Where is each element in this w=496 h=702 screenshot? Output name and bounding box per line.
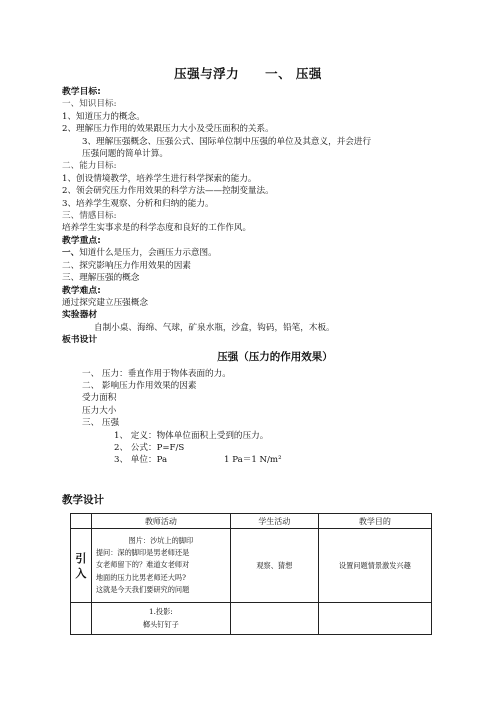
row-student-activity: 观察、猜想 <box>230 529 318 603</box>
board-title: 压强（压力的作用效果） <box>217 350 333 363</box>
lesson-plan-table <box>70 513 432 635</box>
key-points-heading: 教学重点: <box>62 235 101 246</box>
page-title <box>0 64 496 82</box>
equipment-list: 自制小桌、海绵、气球，矿泉水瓶，沙盒，钩码，铅笔，木板。 <box>94 322 335 333</box>
row-teacher-activity <box>91 529 230 603</box>
title-main: 压强与浮力 <box>174 66 240 81</box>
table-row <box>71 529 432 603</box>
table-row <box>71 603 432 635</box>
header-blank <box>71 514 92 529</box>
row-stage-label-empty <box>71 603 92 635</box>
emotion-heading: 三、情感目标: <box>62 211 117 222</box>
row-purpose-empty <box>318 603 431 635</box>
board-item-8 <box>62 454 462 466</box>
ability-item-2: 2、领会研究压力作用效果的科学方法——控制变量法。 <box>62 186 274 197</box>
key-point-1-prefix: 一、 <box>62 248 80 259</box>
ability-item-1: 1、创设情境教学，培养学生进行科学探索的能力。 <box>62 173 257 184</box>
key-point-2: 二、探究影响压力作用效果的因素 <box>62 260 191 271</box>
row-stage-label <box>71 529 92 603</box>
ability-heading: 二、能力目标: <box>62 161 117 172</box>
teacher-line-3: 女老师留下的？难道女老师对 <box>95 560 190 570</box>
row-teacher-activity <box>91 603 230 635</box>
knowledge-item-2: 2、理解压力作用的效果跟压力大小及受压面积的关系。 <box>62 124 274 135</box>
board-item-3: 受力面积 <box>82 393 117 404</box>
board-item-4: 压力大小 <box>82 405 117 416</box>
knowledge-item-3-cont: 压强问题的简单计算。 <box>82 149 168 160</box>
board-item-2: 二、 影响压力作用效果的因素 <box>82 380 197 391</box>
board-unit-definition: 1 Pa＝1 N/m² <box>224 455 282 466</box>
knowledge-item-1: 1、知道压力的概念。 <box>62 111 145 122</box>
row-purpose: 设置问题情景激发兴趣 <box>318 529 431 603</box>
row-stage-label-2: 入 <box>75 566 87 580</box>
key-point-3: 三、理解压强的概念 <box>62 273 140 284</box>
key-point-1 <box>62 247 462 259</box>
difficult-points-heading: 教学难点: <box>62 285 101 296</box>
teacher-line-2: 榔头钉钉子 <box>142 619 179 629</box>
teacher-line-2: 提问：深的脚印是男老师还是 <box>95 548 190 558</box>
design-heading: 教学设计 <box>62 494 104 506</box>
board-unit: 3、 单位：Pa <box>114 455 168 466</box>
knowledge-item-3: 3、理解压强概念、压强公式、国际单位制中压强的单位及其意义，并会进行 <box>82 136 372 147</box>
board-item-5: 三、 压强 <box>82 418 120 429</box>
row-student-activity-empty <box>230 603 318 635</box>
difficult-point-1: 通过探究建立压强概念 <box>62 297 148 308</box>
header-teacher: 教师活动 <box>91 514 230 529</box>
header-student: 学生活动 <box>230 514 318 529</box>
row-stage-label-1: 引 <box>75 551 87 565</box>
teacher-line-1: 1.投影: <box>149 607 173 617</box>
key-point-1-text: 知道什么是压力，会画压力示意图。 <box>79 248 217 259</box>
board-heading: 板书设计 <box>62 335 98 346</box>
lesson-content <box>62 86 462 467</box>
board-item-6: 1、 定义：物体单位面积上受到的压力。 <box>114 430 269 441</box>
equipment-heading: 实验器材 <box>62 310 98 321</box>
title-section: 一、 压强 <box>265 66 322 81</box>
header-purpose: 教学目的 <box>318 514 431 529</box>
teacher-line-4: 地面的压力比男老师还大吗? <box>95 572 186 582</box>
teacher-line-5: 这就是今天我们要研究的问题 <box>95 584 190 594</box>
table-header-row <box>71 514 432 529</box>
board-item-7: 2、 公式：P=F/S <box>114 442 185 453</box>
teacher-line-1: 图片：沙坑上的脚印 <box>128 535 194 545</box>
emotion-item-1: 培养学生实事求是的科学态度和良好的工作作风。 <box>62 223 252 234</box>
knowledge-heading: 一、知识目标: <box>62 99 117 110</box>
ability-item-3: 3、培养学生观察、分析和归纳的能力。 <box>62 198 214 209</box>
board-item-1: 一、 压力：垂直作用于物体表面的力。 <box>82 368 231 379</box>
objectives-heading: 教学目标: <box>62 87 101 97</box>
